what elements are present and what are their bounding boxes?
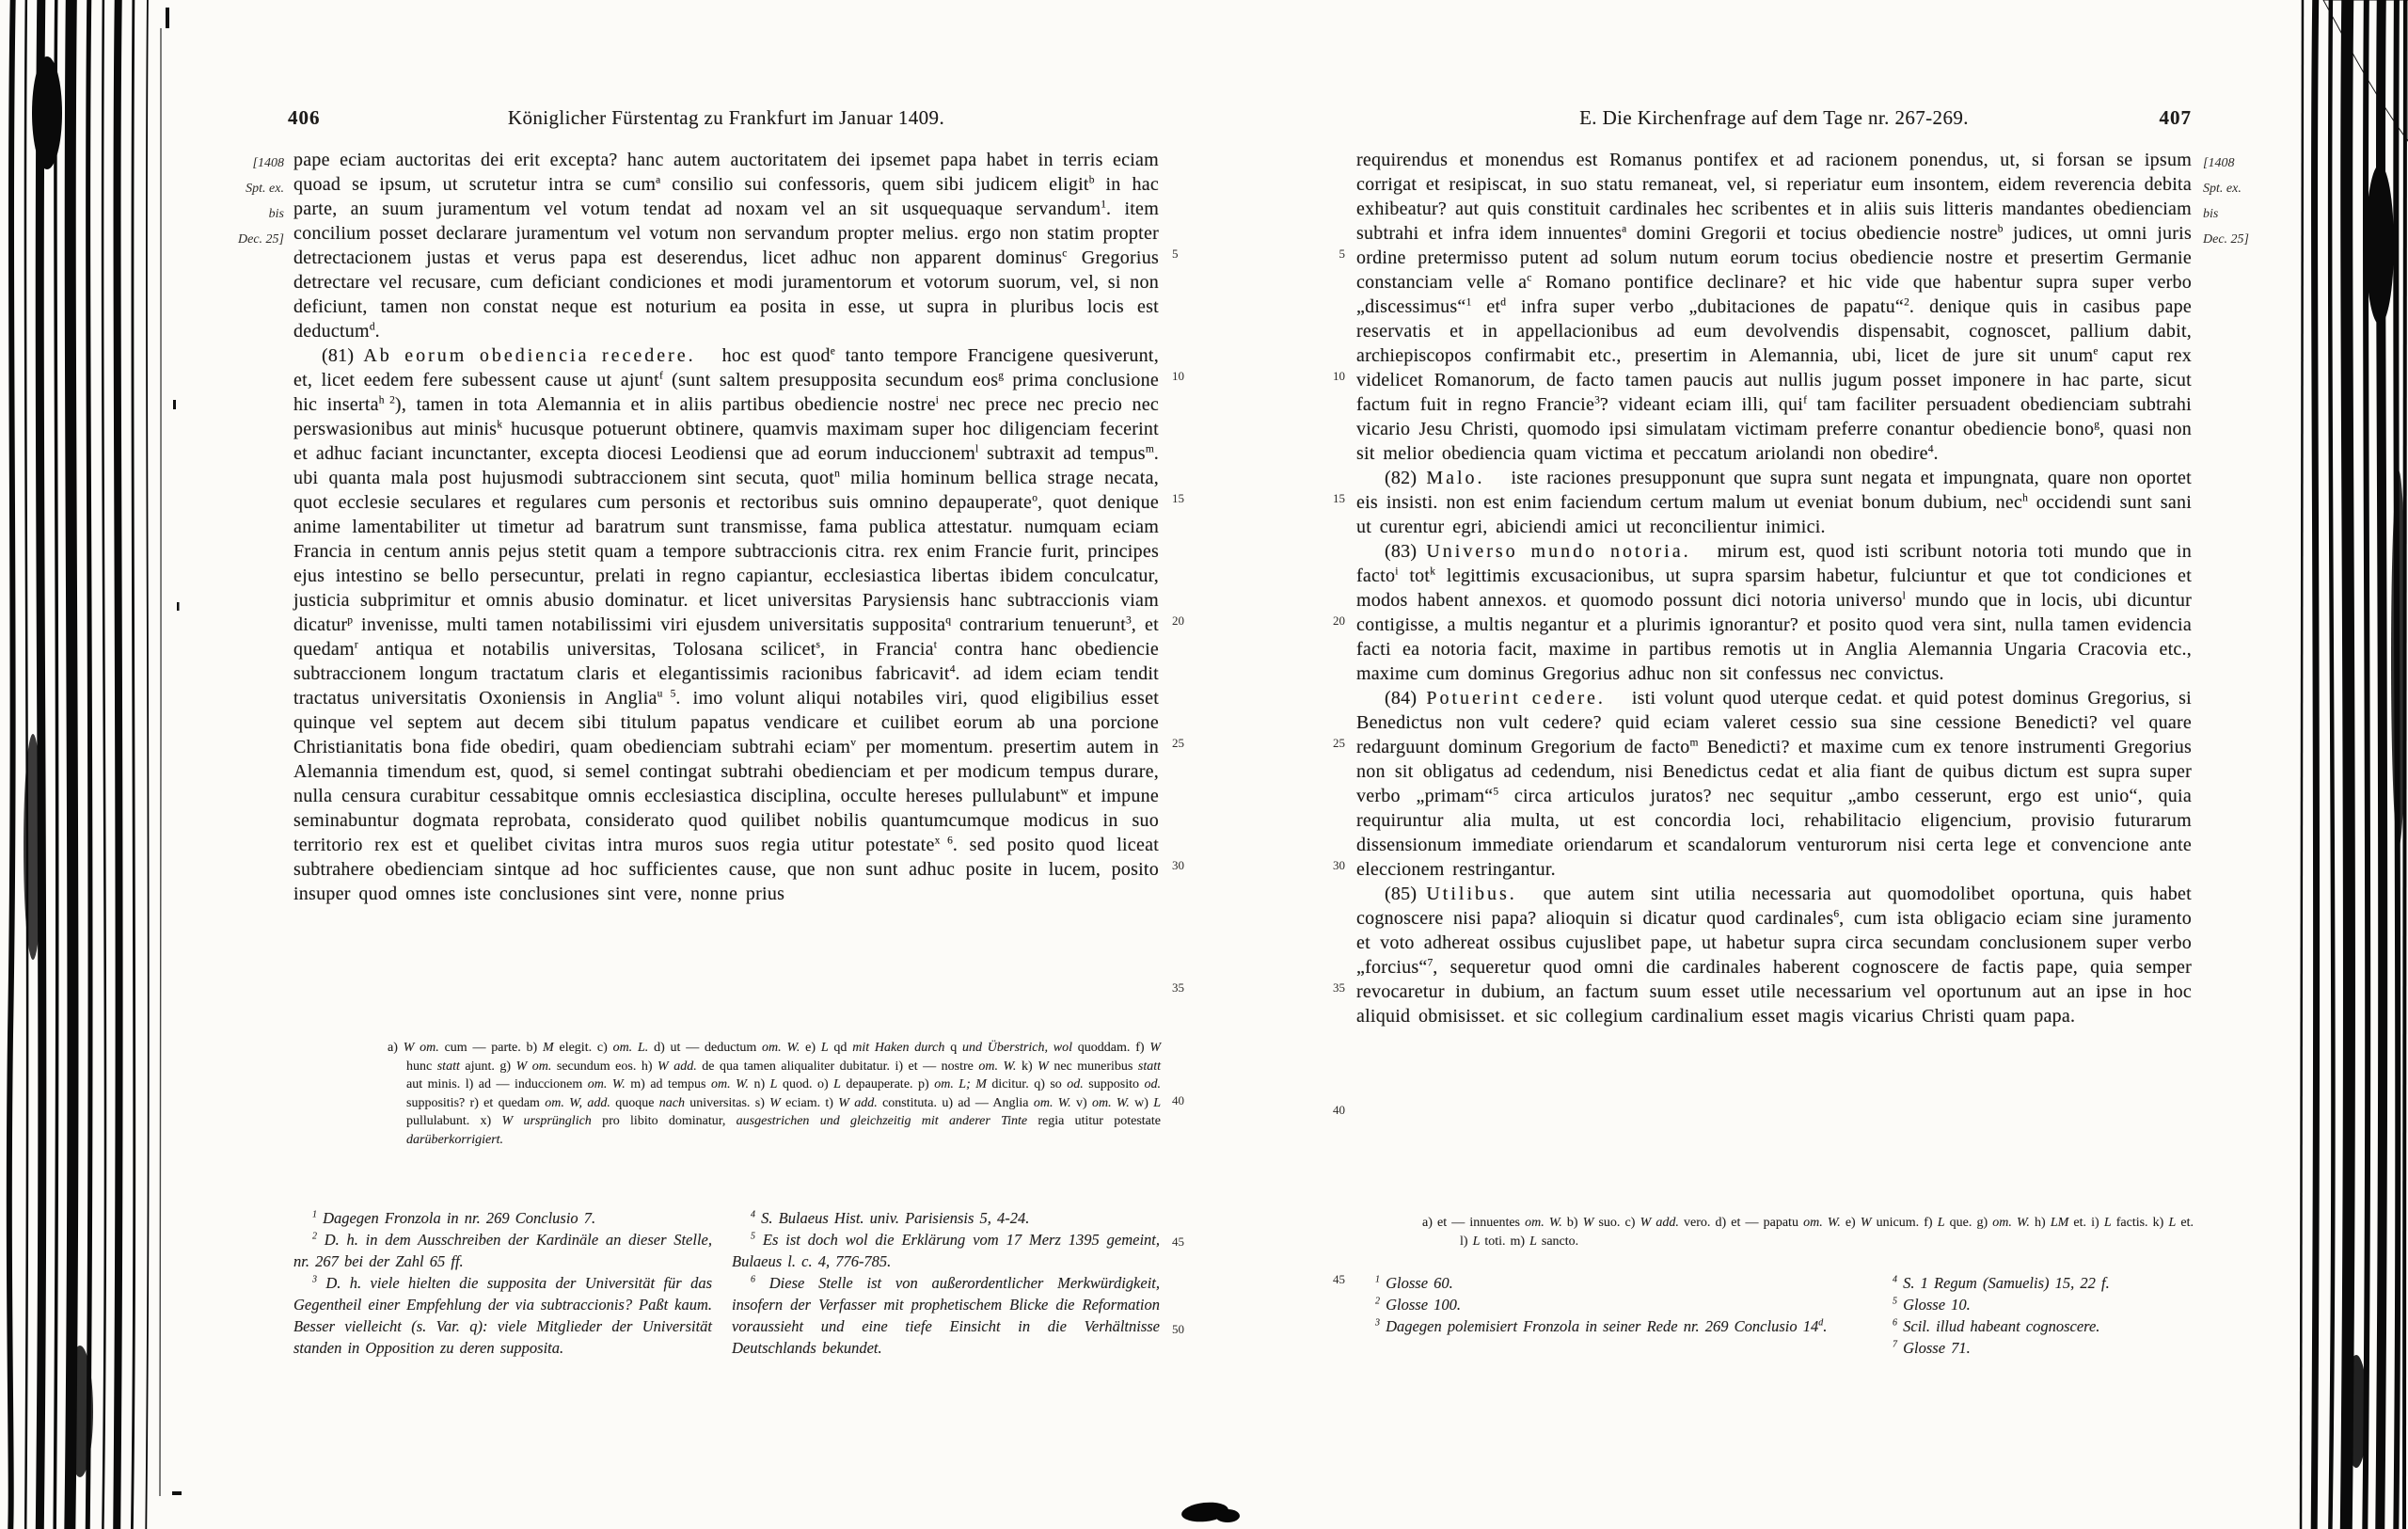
paragraph-number: (82) [1385, 468, 1418, 488]
line-number: 40 [1172, 1093, 1184, 1107]
paragraph-82 [1356, 466, 2192, 539]
apparatus-text: a) W om. cum — parte. b) M elegit. c) om. L. d) ut — deductum om. W. e) L qd mit Haken durch q und Überstrich, wol quoddam. f) W hunc statt ajunt. g) W om. secundum eos. h) W add. de qua tamen aliqualiter dubitatur. i) et — nostre om. W. k) W nec muneribus statt aut minis. l) ad — induccionem om. W. m) ad tempus om. W. n) L quod. o) L depauperate. p) om. L; M dicitur. q) so od. supposito od. suppositis? r) et quedam om. W, add. quoque nach universitas. s) W eciam. t) W add. constituta. u) ad — Anglia om. W. v) om. W. w) L pullulabunt. x) W ursprünglich pro libito dominatur, ausgestrichen und gleichzeitig mit anderer Tinte regia utitur potestate darüberkorrigiert. [388, 1041, 1162, 1147]
line-number: 5 [1172, 247, 1179, 261]
paragraph-keyword: Malo. [1426, 468, 1485, 488]
footnote: $^1$ Dagegen Fronzola in nr. 269 Conclusio 7. [312, 1209, 596, 1227]
margin-note-line: Spt. ex. [2203, 182, 2242, 196]
paragraph-text: hoc est quod$^e$ tanto tempore Francigene quesiverunt, et, licet eedem fere subessent cause ut ajunt$^f$ (sunt saltem presupposita secundum eos$^g$ prima conclusione hic inserta$^{h 2}$), tamen in tota Alemannia et in aliis partibus obediencie nostre$^i$ nec prece nec precio nec perswasionibus aut minis$^k$ hucusque potuerunt obtinere, quamvis maximam super hoc diligenciam fecerint et adhuc faciant incunctanter, excepta diocesi Leodiensi que ad eorum induccionem$^l$ subtraxit ad tempus$^m$. ubi quanta mala post hujusmodi subtraccionem sint secuta, quot$^n$ milia hominum bellica strage necata, quot ecclesie seculares et regulares cum personis et rectoribus suis omnino depauperate$^o$, quot denique anime lamentabiliter ut timetur ad baratrum sunt transmisse, fama publica attestatur. numquam eciam Francia in centum annis pejus stetit quam a tempore subtraccionis citra. rex enim Francie furit, principes ejus intestino se bello persecuntur, prelati in regno capiantur, ecclesiastica libertas ibidem conculcatur, justicia subprimitur et omnis abusio dominatur. et licet universitas Parysiensis hanc subtraccionis viam dicatur$^p$ invenisse, multi tamen notabilissimi viri ejusdem universitatis supposita$^q$ contrarium tenuerunt$^3$, et quedam$^r$ antiqua et notabilis universitas, Tolosana scilicet$^s$, in Francia$^t$ contra hanc obediencie subtraccionem longum tractatum claris et elegantissimis racionibus fabricavit$^4$. ad idem eciam tendit tractatus universitatis Oxoniensis in Anglia$^{u 5}$. imo volunt aliqui notabiles viri, quod eligibilius esset quinque vel septem aut decem sibi titulum papatus vendicare et cuilibet eorum ab una porcione Christianitatis bona fide obediri, quam obedienciam subtrahi eciam$^v$ per momentum. presertim autem in Alemannia timendum est, quod, si semel contingat subtrahi obedienciam et per modicum tempus durare, nulla censura curabitur cessabitque omnis ecclesiastica disciplina, occulte hereses pullulabunt$^w$ et impune seminabuntur dogmata reprobata, considerato quod quilibet nobilis quantumcumque modicus in suo territorio rex est et quelibet civitas intra muros suos regia utitur potestate$^{x 6}$. sed posito quod liceat subtrahere obedienciam sintque ad hoc sufficientes cause, que non sunt adhuc posite in lucem, posito insuper quod omnes iste conclusiones sint vere, nonne prius [293, 345, 1160, 904]
footnote: $^4$ S. Bulaeus Hist. univ. Parisiensis 5, 4-24. [751, 1209, 1030, 1227]
left-page-number: 406 [288, 106, 321, 129]
line-number: 50 [1172, 1322, 1184, 1336]
paragraph-85 [1356, 882, 2192, 1028]
line-number: 35 [1172, 980, 1184, 995]
left-running-title: Königlicher Fürstentag zu Frankfurt im Januar 1409. [507, 106, 945, 129]
paragraph-84 [1356, 686, 2192, 882]
paragraph-keyword: Utilibus. [1426, 884, 1517, 904]
margin-note-line: Dec. 25] [238, 232, 284, 247]
right-running-title: E. Die Kirchenfrage auf dem Tage nr. 267-269. [1579, 106, 1969, 129]
footnote: $^3$ Dagegen polemisiert Fronzola in seiner Rede nr. 269 Conclusio 14$^d$. [1375, 1317, 1828, 1335]
paragraph-keyword: Ab eorum obediencia recedere. [363, 345, 696, 366]
right-critical-apparatus [1422, 1214, 2194, 1250]
footnote: $^7$ Glosse 71. [1893, 1339, 1971, 1357]
footnote: $^3$ D. h. viele hielten die supposita der Universität für das Gegentheil einer Empfehlung der via subtraccionis? Paßt kaum. Besser vielleicht (s. Var. q): viele Mitglieder der Universität standen in Opposition zu deren supposita. [293, 1274, 712, 1357]
paragraph-text: requirendus et monendus est Romanus pontifex et ad racionem ponendus, ut, si forsan se ipsum corrigat et resipiscat, in suo statu remaneat, vel, si reperiatur eum insontem, eidem reverencia debita exhibeatur? aut quis constituit cardinales hec scribentes et in aliis suis litteris mandantes obedienciam subtrahi et infra idem innuentes$^a$ domini Gregorii et tocius obediencie nostre$^b$ judices, ut omni juris ordine pretermisso putent ad solum nutum eorum tocius obediencie nostre et presertim Germanie constanciam velle $a^c$ Romano pontifice declinare? et hic vide que habentur supra super verbo „discessimus“$^1$ $et^d$ infra super verbo „dubitaciones de papatu“$^2$. denique quis in casibus pape reservatis et in appellacionibus ad eum devolvendis dispensabit, cognoscet, pallium dabit, archiepiscopos confirmabit etc., presertim in Alemannia, ubi, licet de jure sit unum$^e$ caput rex videlicet Romanorum, de facto tamen paucis aut nullis jugum posset imponere in hac parte, sicut factum fuit in regno Francie$^3$? videant eciam illi, qui$^f$ tam faciliter persuadent obedienciam subtrahi vicario Jesu Christi, quomodo ipsi simulatam victimam preferre conantur obediencie bono$^g$, quasi non sit melior obediencia quam victima et peccatum ariolandi non obedire$^4$. [1356, 150, 2193, 464]
paragraph-83 [1356, 539, 2192, 686]
margin-note-line: Dec. 25] [2203, 232, 2249, 247]
paragraph-text: isti volunt quod uterque cedat. et quid potest dominus Gregorius, si Benedictus non vult cedere? quid eciam valeret cessio sua sine cessione Benedicti? vel quare redarguunt dominum Gregorium de facto$^m$ Benedicti? et maxime cum ex tenore instrumenti Gregorius non sit obligatus ad cedendum, nisi Benedictus cedat et alia fiant de quibus dictum est supra super verbo „primam“$^5$ circa articulos juratos? nec sequitur „ambo cesserunt, ergo est unio“, quia requiruntur alia multa, ut est concordia loci, rehabilitacio eligencium, provisio futurarum dissensionum immediate oriendarum et scandalorum venturorum nisi certa lege et convencione ante eleccionem restringantur. [1356, 688, 2192, 880]
paragraph-text: iste raciones presupponunt que supra sunt negata et impungnata, quare non oportet eis insisti. non est enim faciendum certum malum ut eveniat bonum dubium, nec$^h$ occidendi sunt sani ut curentur egri, abiciendi amici ut reconcilientur inimici. [1356, 468, 2192, 537]
footnote: $^2$ Glosse 100. [1375, 1296, 1462, 1314]
footnote: $^4$ S. 1 Regum (Samuelis) 15, 22 f. [1893, 1274, 2110, 1292]
line-number: 20 [1172, 613, 1184, 628]
margin-note-line: bis [2203, 207, 2219, 221]
line-number: 30 [1333, 858, 1345, 872]
margin-note-line: Spt. ex. [246, 182, 284, 196]
right-page-number: 407 [2159, 106, 2192, 129]
line-number: 10 [1333, 369, 1345, 383]
paragraph-text: que autem sint utilia necessaria aut quomodolibet oportuna, quis habet cognoscere nisi papa? alioquin si dicatur quod cardinales$^6$, cum ista obligacio eciam sine juramento et voto adhereat ossibus cujuslibet pape, ut habetur supra circa secundam conclusionem super verbo „forcius“$^7$, sequeretur quod omni die cardinales haberent cognoscere de factis pape, quia semper revocaretur in dubium, an factum suum esset utile necessarium vel oportunum aut an ipse in hoc aliquid obmisisset. et sic collegium cardinalium esset magis vicarius Christi quam papa. [1356, 884, 2192, 1027]
footnote: $^5$ Glosse 10. [1893, 1296, 1971, 1314]
paragraph-keyword: Potuerint cedere. [1426, 688, 1606, 709]
apparatus-text: a) et — innuentes om. W. b) W suo. c) W add. vero. d) et — papatu om. W. e) W unicum. f) L que. g) om. W. h) LM et. i) L factis. k) L et. l) L toti. m) L sancto. [1422, 1216, 2194, 1249]
margin-note-line: bis [268, 207, 284, 221]
line-number: 35 [1333, 980, 1345, 995]
line-number: 15 [1172, 491, 1184, 505]
paragraph-continuation [1356, 148, 2192, 466]
margin-note-line: [1408 [2203, 156, 2235, 170]
right-main-text [1356, 148, 2192, 1028]
margin-note-line: [1408 [252, 156, 284, 170]
footnote: $^6$ Diese Stelle ist von außerordentlicher Merkwürdigkeit, insofern der Verfasser mit prophetischem Blicke die Reformation voraussieht und eine tiefe Einsicht in die Verhältnisse Deutschlands bekundet. [732, 1274, 1160, 1357]
line-number: 15 [1333, 491, 1345, 505]
paragraph-number: (85) [1385, 884, 1418, 904]
line-number: 10 [1172, 369, 1184, 383]
paragraph-text: pape eciam auctoritas dei erit excepta? hanc autem auctoritatem dei ipsemet papa habet in terris eciam quoad se ipsum, ut scrutetur intra se cum$^a$ consilio sui confessoris, quem sibi judicem eligit$^b$ in hac parte, an suum juramentum vel votum tendat ad noxam vel an sit usquequaque servandum$^1$. item concilium posset declarare juramentum vel votum non servandum propter melius. ergo non statim propter detrectacionem justas et verus papa est deserendus, licet adhuc non apparent dominus$^c$ Gregorius detrectare vel recusare, cum deficiant condiciones et modi juramentorum et votorum suorum, vel, si non deficiunt, tamen non constat neque est noturium ea posita in esse, ut supra in pluribus locis est deductum$^d$. [293, 150, 1159, 342]
footnote: $^5$ Es ist doch wol die Erklärung vom 17 Merz 1395 gemeint, Bulaeus l. c. 4, 776-785. [732, 1231, 1160, 1270]
right-margin-date-note [2203, 151, 2284, 252]
right-footnotes-column-1 [1356, 1272, 1846, 1337]
line-number: 45 [1333, 1272, 1345, 1286]
line-number: 25 [1172, 736, 1184, 750]
footnote: $^2$ D. h. in dem Ausschreiben der Kardinäle an dieser Stelle, nr. 267 bei der Zahl 65 ff. [293, 1231, 712, 1270]
footnote: $^6$ Scil. illud habeant cognoscere. [1893, 1317, 2100, 1335]
paragraph-number: (81) [322, 345, 355, 366]
line-number: 40 [1333, 1103, 1345, 1117]
paragraph-number: (84) [1385, 688, 1418, 709]
paragraph-keyword: Universo mundo notoria. [1426, 541, 1691, 562]
footnote: $^1$ Glosse 60. [1375, 1274, 1453, 1292]
line-number: 5 [1339, 247, 1345, 261]
line-number: 20 [1333, 613, 1345, 628]
paragraph-number: (83) [1385, 541, 1418, 562]
line-number: 45 [1172, 1234, 1184, 1249]
paragraph-text: mirum est, quod isti scribunt notoria toti mundo que in facto$^i$ tot$^k$ legittimis excusacionibus, ut supra sparsim habetur, fulciuntur et que tot condiciones et modos habent annexos. et quomodo possunt dici notoria universo$^l$ mundo que in locis, ubi dicuntur contigisse, a multis negantur et a plurimis ignorantur? et posito quod vera sint, nulla tamen evidencia facti ea notoria facit, maxime in partibus remotis ut in Anglia Alemannia Ungaria Cracovia etc., maxime cum dominus Gregorius adhuc non sit confessus nec convictus. [1356, 541, 2192, 684]
line-number: 25 [1333, 736, 1345, 750]
line-number: 30 [1172, 858, 1184, 872]
right-footnotes-column-2 [1874, 1272, 2201, 1359]
